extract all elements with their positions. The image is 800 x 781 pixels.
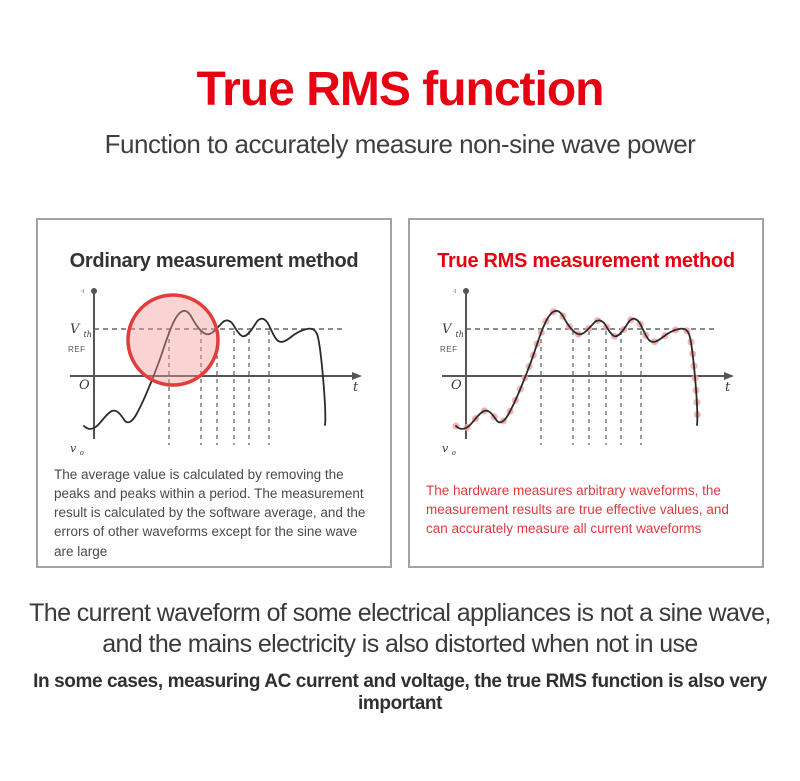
y-axis-top-label: ·ι [452, 288, 456, 295]
panel-true-rms-method [408, 218, 764, 568]
t-axis-label: t [725, 380, 731, 395]
vth-label: V $_{th}$ [70, 322, 92, 339]
y-axis-top-label: ·ι [80, 288, 84, 295]
page-title: True RMS function [196, 63, 604, 116]
footer-line-2: and the mains electricity is also distorted when not in use [102, 629, 698, 658]
x-axis-arrow [724, 372, 734, 380]
footer-line-1: The current waveform of some electrical appliances is not a sine wave, [29, 599, 771, 627]
panel-heading-true-rms: True RMS measurement method [437, 250, 735, 272]
comparison-panels [36, 218, 764, 568]
ref-label: REF [68, 345, 86, 354]
panel-ordinary-method [36, 218, 392, 568]
y-axis-top-dot [463, 288, 469, 294]
panel-description-true-rms: The hardware measures arbitrary waveforms, the measurement results are true effective values, and can accurately measure all current waveforms [426, 483, 729, 537]
sample-dashlines [541, 331, 641, 445]
waveform-plot-true-rms [426, 279, 746, 457]
origin-label: O [79, 378, 90, 393]
x-axis-arrow [352, 372, 362, 380]
vth-label: V $_{th}$ [442, 322, 464, 339]
y-axis-top-dot [91, 288, 97, 294]
highlight-circle [128, 295, 218, 385]
t-axis-label: t [353, 380, 359, 395]
origin-label: O [451, 378, 462, 393]
panel-heading-ordinary: Ordinary measurement method [69, 250, 359, 272]
ref-label: REF [440, 345, 458, 354]
v-bottom-label: v $_o$ [442, 442, 456, 457]
panel-description-ordinary: The average value is calculated by removing the peaks and peaks within a period. The measurement result is calculated by the software average, and the errors of other waveforms except for the sine wave are large [54, 467, 366, 559]
footer-emphasis: In some cases, measuring AC current and voltage, the true RMS function is also very important [33, 671, 767, 714]
waveform-plot-ordinary [54, 279, 374, 457]
v-bottom-label: v $_o$ [70, 442, 84, 457]
page-subtitle: Function to accurately measure non-sine wave power [104, 129, 696, 159]
footer-text [0, 598, 800, 659]
